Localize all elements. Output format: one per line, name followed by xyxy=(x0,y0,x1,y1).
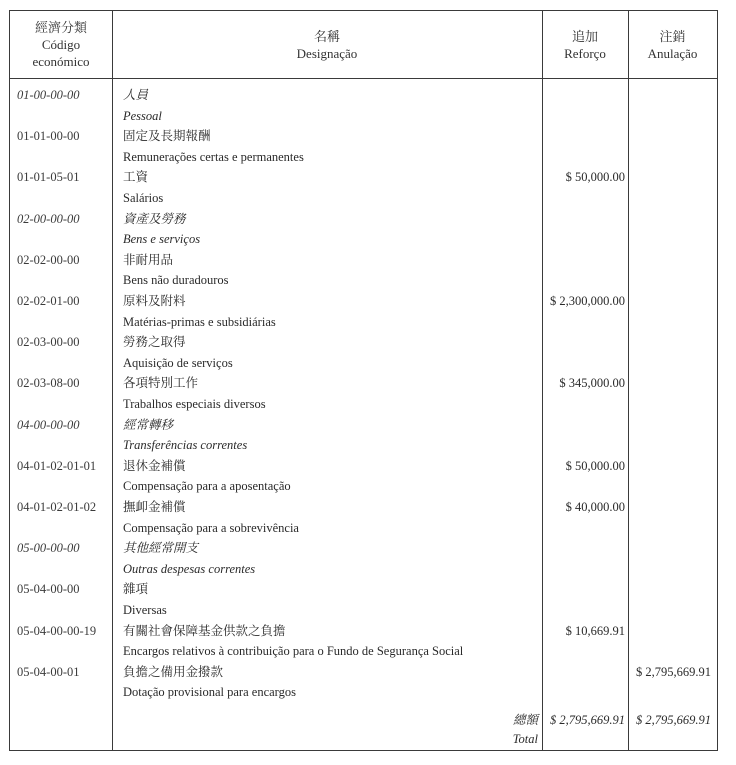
row-reforco: $ 10,669.91 xyxy=(565,623,625,638)
row-designation: Transferências correntes xyxy=(123,438,248,453)
table-row xyxy=(10,435,717,456)
table-row xyxy=(10,621,717,642)
table-row xyxy=(10,600,717,621)
row-designation: 原料及附料 xyxy=(123,294,186,308)
header-anu-pt: Anulação xyxy=(647,45,698,61)
table-row xyxy=(10,559,717,580)
row-designation: Remunerações certas e permanentes xyxy=(123,149,304,164)
total-label-pt: Total xyxy=(512,732,538,746)
budget-table xyxy=(9,10,718,751)
table-row xyxy=(10,579,717,600)
row-designation: Bens e serviços xyxy=(123,232,201,247)
row-designation: 雜項 xyxy=(123,582,149,597)
row-designation: Dotação provisional para encargos xyxy=(123,685,296,700)
table-row xyxy=(10,476,717,497)
row-designation: Aquisição de serviços xyxy=(123,355,233,370)
header-anulacao xyxy=(628,11,717,78)
totals-row xyxy=(10,710,717,751)
row-code: 02-00-00-00 xyxy=(17,211,80,226)
row-code: 05-04-00-01 xyxy=(17,664,80,679)
row-designation: 資產及勞務 xyxy=(123,211,186,226)
total-anulacao: $ 2,795,669.91 xyxy=(636,713,711,727)
row-code: 04-00-00-00 xyxy=(17,417,80,432)
row-designation: 其他經常開支 xyxy=(123,541,199,556)
row-designation: 負擔之備用金撥款 xyxy=(123,664,224,679)
row-designation: 各項特別工作 xyxy=(123,376,199,391)
row-reforco: $ 345,000.00 xyxy=(559,376,625,391)
row-designation: 固定及長期報酬 xyxy=(123,129,211,144)
row-reforco: $ 50,000.00 xyxy=(565,458,625,473)
header-designation xyxy=(112,11,542,78)
row-code: 02-03-08-00 xyxy=(17,376,80,391)
table-row xyxy=(10,538,717,559)
row-designation: Matérias-primas e subsidiárias xyxy=(123,314,276,329)
row-designation: Pessoal xyxy=(123,108,162,123)
table-row xyxy=(10,147,717,168)
row-anulacao: $ 2,795,669.91 xyxy=(636,664,711,679)
row-code: 01-01-05-01 xyxy=(17,170,80,185)
row-code: 02-02-01-00 xyxy=(17,294,80,308)
header-code-pt1: Código xyxy=(41,37,81,52)
row-designation: Bens não duradouros xyxy=(123,273,229,288)
table-row xyxy=(10,353,717,374)
row-reforco: $ 50,000.00 xyxy=(565,170,625,185)
row-designation: Encargos relativos à contribuição para o Fundo de Segurança Social xyxy=(123,644,464,659)
table-row xyxy=(10,662,717,683)
row-code: 02-03-00-00 xyxy=(17,335,80,350)
row-designation: 人員 xyxy=(123,88,149,102)
table-row xyxy=(10,415,717,436)
total-label-zh: 總額 xyxy=(512,713,538,727)
row-reforco: $ 40,000.00 xyxy=(565,500,625,514)
table-row xyxy=(10,373,717,394)
header-desc-zh: 名稱 xyxy=(313,28,340,44)
table-row xyxy=(10,456,717,477)
row-designation: Trabalhos especiais diversos xyxy=(123,397,266,411)
table-row xyxy=(10,250,717,271)
table-row xyxy=(10,641,717,662)
row-designation: 工資 xyxy=(123,170,149,185)
table-row xyxy=(10,682,717,703)
table-row xyxy=(10,209,717,230)
row-code: 05-04-00-00 xyxy=(17,582,80,597)
header-ref-zh: 追加 xyxy=(571,28,598,44)
header-code xyxy=(10,11,112,78)
row-code: 04-01-02-01-02 xyxy=(17,500,97,514)
row-code: 05-04-00-00-19 xyxy=(17,623,97,638)
header-reforco xyxy=(542,11,628,78)
table-row xyxy=(10,167,717,188)
header-anu-zh: 注銷 xyxy=(659,28,686,44)
header-desc-pt: Designação xyxy=(296,45,358,61)
row-designation: 經常轉移 xyxy=(123,417,174,432)
row-designation: Outras despesas correntes xyxy=(123,561,256,576)
table-row xyxy=(10,188,717,209)
row-designation: 非耐用品 xyxy=(123,252,174,267)
row-code: 05-00-00-00 xyxy=(17,541,80,556)
header-ref-pt: Reforço xyxy=(564,45,606,61)
header-divider xyxy=(10,78,717,79)
row-designation: 撫卹金補償 xyxy=(123,500,186,514)
table-row xyxy=(10,85,717,106)
row-designation: 退休金補償 xyxy=(123,458,186,473)
table-row xyxy=(10,126,717,147)
table-row xyxy=(10,497,717,518)
row-code: 04-01-02-01-01 xyxy=(17,458,97,473)
table-row xyxy=(10,518,717,539)
table-row xyxy=(10,229,717,250)
table-row xyxy=(10,270,717,291)
row-designation: Compensação para a sobrevivência xyxy=(123,520,299,535)
row-reforco: $ 2,300,000.00 xyxy=(550,294,625,308)
table-row xyxy=(10,291,717,312)
row-code: 01-00-00-00 xyxy=(17,88,80,102)
row-code: 02-02-00-00 xyxy=(17,252,80,267)
table-row xyxy=(10,332,717,353)
header-code-zh: 經濟分類 xyxy=(34,20,87,35)
row-designation: Compensação para a aposentação xyxy=(123,479,291,494)
row-designation: 有關社會保障基金供款之負擔 xyxy=(123,623,286,638)
row-code: 01-01-00-00 xyxy=(17,129,80,144)
table-row xyxy=(10,106,717,127)
row-designation: Salários xyxy=(123,191,164,205)
table-row xyxy=(10,394,717,415)
row-designation: 勞務之取得 xyxy=(123,335,186,350)
header-code-pt2: económico xyxy=(32,54,90,69)
total-reforco: $ 2,795,669.91 xyxy=(550,713,625,727)
row-designation: Diversas xyxy=(123,603,167,617)
table-row xyxy=(10,312,717,333)
